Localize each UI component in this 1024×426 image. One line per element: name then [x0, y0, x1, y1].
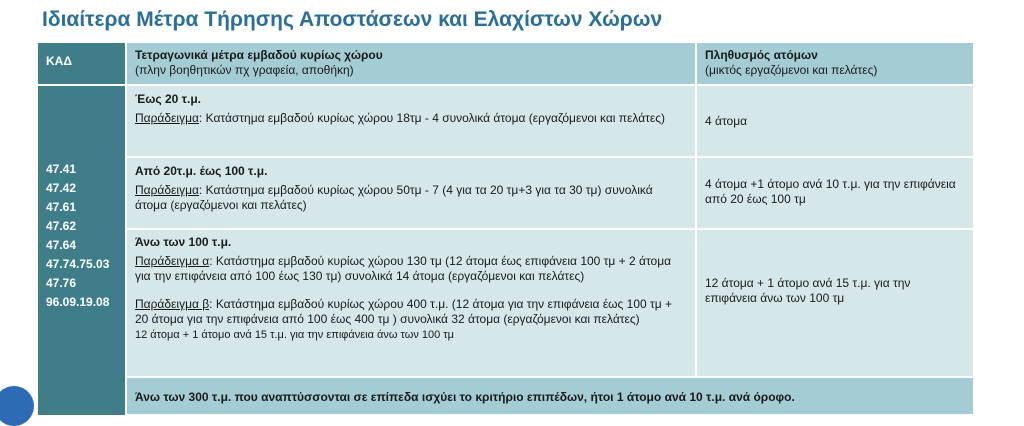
- row-1-example-label: Παράδειγμα: [135, 111, 199, 125]
- row-1-example-text: : Κατάστημα εμβαδού κυρίως χώρου 18τμ - 4 συνολικά άτομα (εργαζόμενοι και πελάτες): [198, 111, 666, 125]
- row-3-example-a: [135, 254, 671, 283]
- kad-codes-column: [38, 86, 125, 415]
- row-2-example: [135, 183, 653, 212]
- kad-code: 96.09.19.08: [46, 295, 110, 309]
- row-3-note: 12 άτομα + 1 άτομο ανά 15 τ.μ. για την επιφάνεια άνω των 100 τμ: [135, 329, 454, 341]
- row-3-example-a-text: : Κατάστημα εμβαδού κυρίως χώρου 130 τμ (12 άτομα έως επιφάνεια 100 τμ + 2 άτομα για την επιφάνεια από 100 έως 130 τμ) συνολικά 14 άτομα (εργαζόμενοι και πελάτες): [135, 254, 672, 283]
- sqm-header-subtitle: (πλην βοηθητικών πχ γραφεία, αποθήκη): [135, 63, 354, 77]
- sqm-header: [127, 43, 695, 84]
- kad-code: 47.42: [46, 181, 77, 195]
- logo-corner-decoration: [0, 386, 34, 426]
- row-1-population-cell: 4 άτομα: [697, 86, 973, 156]
- row-2-range: Από 20τ.μ. έως 100 τ.μ.: [135, 164, 268, 178]
- footer-note: Άνω των 300 τ.μ. που αναπτύσσονται σε επίπεδα ισχύει το κριτήριο επιπέδων, ήτοι 1 άτομο ανά 10 τ.μ. ανά όροφο.: [127, 378, 973, 414]
- row-2-area-cell: [127, 158, 695, 228]
- row-3-example-a-label: Παράδειγμα α: [135, 254, 210, 268]
- sqm-header-title: Τετραγωνικά μέτρα εμβαδού κυρίως χώρου: [135, 48, 383, 62]
- row-2-example-label: Παράδειγμα: [135, 183, 199, 197]
- row-2-population-cell: 4 άτομα +1 άτομο ανά 10 τ.μ. για την επιφάνεια από 20 έως 100 τμ: [697, 158, 973, 228]
- page-title: Ιδιαίτερα Μέτρα Τήρησης Αποστάσεων και Ελαχίστων Χώρων: [42, 8, 663, 31]
- population-header-subtitle: (μικτός εργαζόμενοι και πελάτες): [705, 63, 878, 77]
- row-3-example-b: [135, 297, 672, 326]
- kad-code: 47.62: [46, 219, 77, 233]
- row-3-range: Άνω των 100 τ.μ.: [135, 235, 232, 249]
- kad-code: 47.61: [46, 200, 77, 214]
- measures-table: [38, 43, 973, 415]
- spacer: [135, 284, 687, 297]
- row-3-example-b-text: : Κατάστημα εμβαδού κυρίως χώρου 400 τ.μ. (12 άτομα για την επιφάνεια έως 100 τμ + 20 άτομα για την επιφάνεια από 100 έως 400 τμ ) συνολικά 32 άτομα (εργαζόμενοι και πελάτες): [135, 297, 672, 326]
- kad-code: 47.64: [46, 238, 77, 252]
- row-1-range: Έως 20 τ.μ.: [135, 92, 201, 106]
- kad-code: 47.76: [46, 276, 77, 290]
- row-3-population-cell: 12 άτομα + 1 άτομο ανά 15 τ.μ. για την επιφάνεια άνω των 100 τμ: [697, 230, 973, 376]
- row-1-example: [135, 111, 665, 125]
- kad-code: 47.41: [46, 162, 77, 176]
- kad-code: 47.74.75.03: [46, 257, 110, 271]
- row-3-area-cell: [127, 230, 695, 376]
- row-3-example-b-label: Παράδειγμα β: [135, 297, 210, 311]
- row-1-area-cell: [127, 86, 695, 156]
- population-header: [697, 43, 973, 84]
- row-2-example-text: : Κατάστημα εμβαδού κυρίως χώρου 50τμ - 7 (4 για τα 20 τμ+3 για τα 30 τμ) συνολικά άτομα (εργαζόμενοι και πελάτες): [135, 183, 653, 212]
- population-header-title: Πληθυσμός ατόμων: [705, 48, 818, 62]
- kad-header: ΚΑΔ: [38, 43, 125, 84]
